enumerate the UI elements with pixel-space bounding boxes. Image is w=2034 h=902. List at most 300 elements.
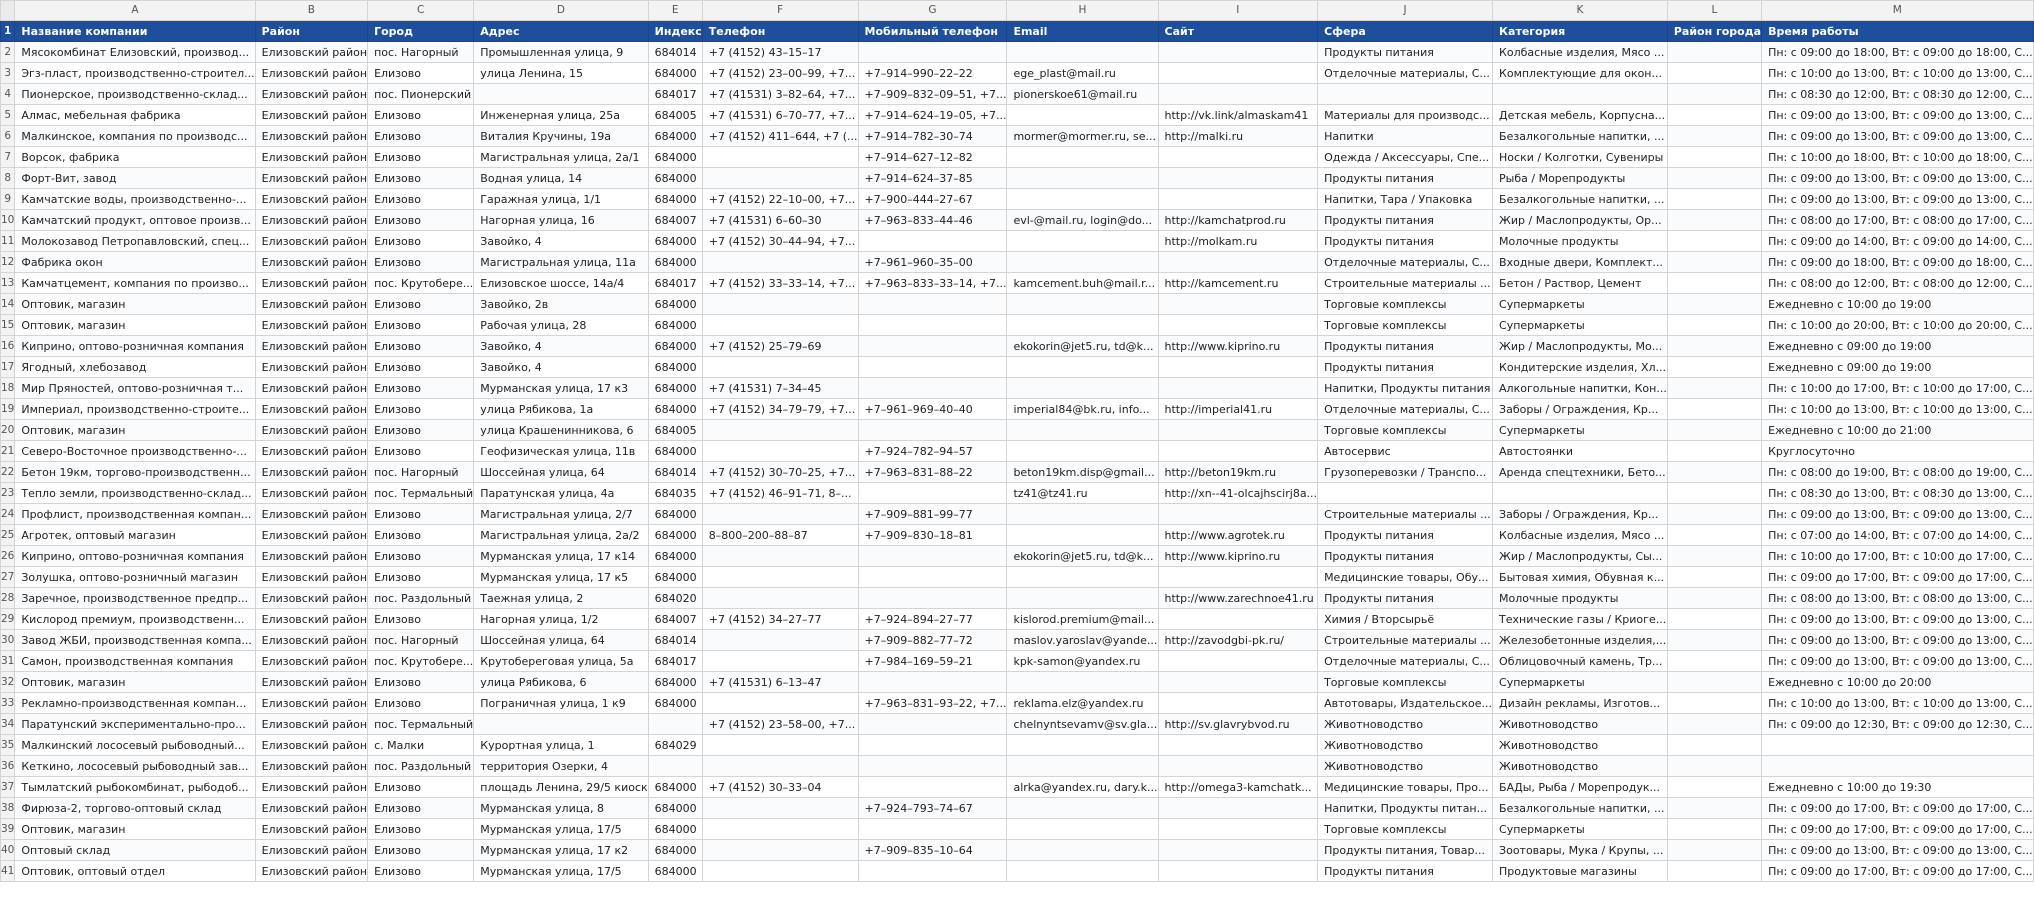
table-cell[interactable] bbox=[1667, 357, 1761, 378]
table-cell[interactable]: Продукты питания, Товар... bbox=[1318, 840, 1493, 861]
table-cell[interactable]: Молочные продукты bbox=[1493, 588, 1668, 609]
table-cell[interactable]: Северо-Восточное производственно-... bbox=[15, 441, 255, 462]
table-cell[interactable]: 684000 bbox=[648, 798, 702, 819]
table-cell[interactable] bbox=[858, 315, 1007, 336]
table-cell[interactable]: Зоотовары, Мука / Крупы, ... bbox=[1493, 840, 1668, 861]
table-cell[interactable]: 684000 bbox=[648, 672, 702, 693]
table-cell[interactable] bbox=[858, 672, 1007, 693]
table-cell[interactable]: Тымлатский рыбокомбинат, рыбодоб... bbox=[15, 777, 255, 798]
table-cell[interactable]: +7 (4152) 34–27–77 bbox=[702, 609, 858, 630]
table-cell[interactable]: +7 (4152) 23–00–99, +7... bbox=[702, 63, 858, 84]
table-cell[interactable]: пос. Раздольный bbox=[368, 756, 474, 777]
table-cell[interactable] bbox=[1667, 609, 1761, 630]
table-cell[interactable]: Шоссейная улица, 64 bbox=[474, 630, 648, 651]
table-cell[interactable] bbox=[1318, 84, 1493, 105]
table-cell[interactable]: Рабочая улица, 28 bbox=[474, 315, 648, 336]
table-cell[interactable] bbox=[858, 714, 1007, 735]
header-cell[interactable]: Название компании bbox=[15, 21, 255, 42]
table-cell[interactable] bbox=[1762, 756, 2034, 777]
table-cell[interactable]: Пограничная улица, 1 к9 bbox=[474, 693, 648, 714]
column-letter-a[interactable]: A bbox=[15, 1, 255, 21]
table-cell[interactable]: Автосервис bbox=[1318, 441, 1493, 462]
table-cell[interactable]: +7–961–969–40–40 bbox=[858, 399, 1007, 420]
table-cell[interactable]: улица Рябикова, 1а bbox=[474, 399, 648, 420]
table-cell[interactable]: БАДы, Рыба / Морепродук... bbox=[1493, 777, 1668, 798]
table-cell[interactable] bbox=[1667, 315, 1761, 336]
table-cell[interactable] bbox=[1493, 84, 1668, 105]
table-cell[interactable]: Животноводство bbox=[1493, 756, 1668, 777]
table-cell[interactable] bbox=[1667, 630, 1761, 651]
table-cell[interactable]: Аренда спецтехники, Бето... bbox=[1493, 462, 1668, 483]
table-cell[interactable]: Фирюза-2, торгово-оптовый склад bbox=[15, 798, 255, 819]
table-cell[interactable] bbox=[1158, 294, 1318, 315]
table-cell[interactable]: beton19km.disp@gmail... bbox=[1007, 462, 1158, 483]
table-cell[interactable] bbox=[1007, 420, 1158, 441]
table-cell[interactable] bbox=[1007, 231, 1158, 252]
table-cell[interactable]: Завойко, 2в bbox=[474, 294, 648, 315]
table-cell[interactable]: Дизайн рекламы, Изготов... bbox=[1493, 693, 1668, 714]
table-cell[interactable] bbox=[1158, 147, 1318, 168]
table-cell[interactable] bbox=[1158, 420, 1318, 441]
table-cell[interactable]: Елизово bbox=[368, 399, 474, 420]
row-number[interactable]: 3 bbox=[1, 63, 15, 84]
row-number[interactable]: 9 bbox=[1, 189, 15, 210]
table-cell[interactable]: Елизовский район bbox=[255, 693, 367, 714]
row-number[interactable]: 30 bbox=[1, 630, 15, 651]
table-cell[interactable] bbox=[648, 756, 702, 777]
table-cell[interactable]: Золушка, оптово-розничный магазин bbox=[15, 567, 255, 588]
table-cell[interactable]: +7–909–832–09–51, +7... bbox=[858, 84, 1007, 105]
table-cell[interactable]: 684005 bbox=[648, 420, 702, 441]
table-cell[interactable] bbox=[1158, 357, 1318, 378]
table-cell[interactable] bbox=[858, 861, 1007, 882]
table-cell[interactable]: +7–963–831–88–22 bbox=[858, 462, 1007, 483]
table-cell[interactable] bbox=[1667, 756, 1761, 777]
table-cell[interactable]: Пн: с 07:00 до 14:00, Вт: с 07:00 до 14:00, С... bbox=[1762, 525, 2034, 546]
table-cell[interactable] bbox=[858, 756, 1007, 777]
table-cell[interactable]: +7–924–793–74–67 bbox=[858, 798, 1007, 819]
table-cell[interactable]: Елизово bbox=[368, 609, 474, 630]
table-cell[interactable]: Елизовский район bbox=[255, 609, 367, 630]
table-cell[interactable]: Елизовский район bbox=[255, 231, 367, 252]
table-cell[interactable]: пос. Раздольный bbox=[368, 588, 474, 609]
table-cell[interactable]: Елизово bbox=[368, 777, 474, 798]
table-cell[interactable]: http://www.kiprino.ru bbox=[1158, 336, 1318, 357]
table-cell[interactable]: пос. Нагорный bbox=[368, 462, 474, 483]
table-cell[interactable] bbox=[1667, 588, 1761, 609]
table-cell[interactable]: 684000 bbox=[648, 189, 702, 210]
table-cell[interactable]: Автотовары, Издательское... bbox=[1318, 693, 1493, 714]
table-cell[interactable]: Супермаркеты bbox=[1493, 672, 1668, 693]
table-cell[interactable]: 684014 bbox=[648, 42, 702, 63]
table-cell[interactable] bbox=[1667, 105, 1761, 126]
table-cell[interactable]: Елизово bbox=[368, 840, 474, 861]
table-cell[interactable]: Напитки, Продукты питания bbox=[1318, 378, 1493, 399]
table-cell[interactable] bbox=[648, 714, 702, 735]
table-cell[interactable]: Елизовский район bbox=[255, 126, 367, 147]
table-cell[interactable]: Елизовский район bbox=[255, 420, 367, 441]
table-cell[interactable] bbox=[858, 42, 1007, 63]
header-cell[interactable]: Сайт bbox=[1158, 21, 1318, 42]
table-cell[interactable] bbox=[474, 714, 648, 735]
column-letter-l[interactable]: L bbox=[1667, 1, 1761, 21]
table-cell[interactable] bbox=[1158, 651, 1318, 672]
table-cell[interactable]: Елизово bbox=[368, 210, 474, 231]
table-cell[interactable]: Оптовик, оптовый отдел bbox=[15, 861, 255, 882]
table-cell[interactable]: 684035 bbox=[648, 483, 702, 504]
table-cell[interactable] bbox=[702, 147, 858, 168]
table-cell[interactable]: 684017 bbox=[648, 651, 702, 672]
row-number[interactable]: 5 bbox=[1, 105, 15, 126]
table-cell[interactable]: 684000 bbox=[648, 126, 702, 147]
table-cell[interactable] bbox=[1158, 504, 1318, 525]
table-cell[interactable]: Колбасные изделия, Мясо ... bbox=[1493, 42, 1668, 63]
table-cell[interactable] bbox=[1007, 357, 1158, 378]
row-number[interactable]: 6 bbox=[1, 126, 15, 147]
table-cell[interactable]: +7–914–782–30–74 bbox=[858, 126, 1007, 147]
table-cell[interactable]: Елизовский район bbox=[255, 273, 367, 294]
table-cell[interactable] bbox=[1007, 294, 1158, 315]
table-cell[interactable]: Елизово bbox=[368, 525, 474, 546]
table-cell[interactable]: Таежная улица, 2 bbox=[474, 588, 648, 609]
table-cell[interactable]: Елизовский район bbox=[255, 714, 367, 735]
table-cell[interactable] bbox=[858, 777, 1007, 798]
table-cell[interactable] bbox=[1158, 567, 1318, 588]
table-cell[interactable]: chelnyntsevamv@sv.gla... bbox=[1007, 714, 1158, 735]
table-cell[interactable]: Елизовский район bbox=[255, 840, 367, 861]
header-cell[interactable]: Город bbox=[368, 21, 474, 42]
table-cell[interactable] bbox=[702, 630, 858, 651]
table-cell[interactable]: 684000 bbox=[648, 840, 702, 861]
table-cell[interactable]: Бетон / Раствор, Цемент bbox=[1493, 273, 1668, 294]
table-cell[interactable]: Строительные материалы ... bbox=[1318, 504, 1493, 525]
table-cell[interactable]: Киприно, оптово-розничная компания bbox=[15, 546, 255, 567]
table-cell[interactable]: пос. Крутоберe... bbox=[368, 273, 474, 294]
table-cell[interactable]: Елизовский район bbox=[255, 378, 367, 399]
table-cell[interactable]: Малкинское, компания по производс... bbox=[15, 126, 255, 147]
table-cell[interactable]: +7–984–169–59–21 bbox=[858, 651, 1007, 672]
table-cell[interactable]: Завойко, 4 bbox=[474, 231, 648, 252]
table-cell[interactable]: 684000 bbox=[648, 168, 702, 189]
table-cell[interactable]: Паратунская улица, 4а bbox=[474, 483, 648, 504]
table-cell[interactable] bbox=[858, 294, 1007, 315]
table-cell[interactable]: Курортная улица, 1 bbox=[474, 735, 648, 756]
table-cell[interactable] bbox=[858, 819, 1007, 840]
table-cell[interactable]: Елизово bbox=[368, 147, 474, 168]
table-cell[interactable]: Продукты питания bbox=[1318, 42, 1493, 63]
table-cell[interactable]: +7–909–882–77–72 bbox=[858, 630, 1007, 651]
column-letter-b[interactable]: B bbox=[255, 1, 367, 21]
table-cell[interactable]: Елизовский район bbox=[255, 819, 367, 840]
table-cell[interactable]: Елизово bbox=[368, 315, 474, 336]
table-cell[interactable]: ege_plast@mail.ru bbox=[1007, 63, 1158, 84]
table-cell[interactable]: http://imperial41.ru bbox=[1158, 399, 1318, 420]
table-cell[interactable]: Заречное, производственное предпр... bbox=[15, 588, 255, 609]
table-cell[interactable]: пос. Термальный bbox=[368, 714, 474, 735]
table-cell[interactable]: Химия / Вторсырьё bbox=[1318, 609, 1493, 630]
table-cell[interactable] bbox=[858, 483, 1007, 504]
table-cell[interactable]: +7–914–624–19–05, +7... bbox=[858, 105, 1007, 126]
table-cell[interactable]: Рыба / Морепродукты bbox=[1493, 168, 1668, 189]
table-cell[interactable] bbox=[1158, 378, 1318, 399]
row-number[interactable]: 35 bbox=[1, 735, 15, 756]
table-cell[interactable]: Пн: с 09:00 до 13:00, Вт: с 09:00 до 13:00, С... bbox=[1762, 105, 2034, 126]
table-cell[interactable]: Ежедневно с 09:00 до 19:00 bbox=[1762, 336, 2034, 357]
table-cell[interactable]: Камчатские воды, производственно-... bbox=[15, 189, 255, 210]
table-cell[interactable] bbox=[1158, 609, 1318, 630]
table-cell[interactable]: http://malki.ru bbox=[1158, 126, 1318, 147]
table-cell[interactable]: Алмас, мебельная фабрика bbox=[15, 105, 255, 126]
table-cell[interactable]: Елизово bbox=[368, 567, 474, 588]
table-cell[interactable]: Молочные продукты bbox=[1493, 231, 1668, 252]
table-cell[interactable]: Пн: с 10:00 до 13:00, Вт: с 10:00 до 13:00, С... bbox=[1762, 63, 2034, 84]
table-cell[interactable]: http://beton19km.ru bbox=[1158, 462, 1318, 483]
table-cell[interactable]: http://kamchatprod.ru bbox=[1158, 210, 1318, 231]
table-cell[interactable] bbox=[1007, 168, 1158, 189]
table-cell[interactable]: Елизовский район bbox=[255, 861, 367, 882]
table-cell[interactable] bbox=[1667, 777, 1761, 798]
table-cell[interactable]: Животноводство bbox=[1493, 714, 1668, 735]
table-cell[interactable]: +7 (4152) 30–44–94, +7... bbox=[702, 231, 858, 252]
table-cell[interactable]: Супермаркеты bbox=[1493, 819, 1668, 840]
table-cell[interactable]: Строительные материалы ... bbox=[1318, 630, 1493, 651]
table-cell[interactable]: Пн: с 08:00 до 13:00, Вт: с 08:00 до 13:00, С... bbox=[1762, 588, 2034, 609]
table-cell[interactable] bbox=[1667, 546, 1761, 567]
table-cell[interactable]: Киприно, оптово-розничная компания bbox=[15, 336, 255, 357]
table-cell[interactable]: 684000 bbox=[648, 546, 702, 567]
column-letter-f[interactable]: F bbox=[702, 1, 858, 21]
table-cell[interactable]: http://kamcement.ru bbox=[1158, 273, 1318, 294]
row-number[interactable]: 12 bbox=[1, 252, 15, 273]
table-cell[interactable]: Пн: с 08:00 до 19:00, Вт: с 08:00 до 19:00, С... bbox=[1762, 462, 2034, 483]
table-cell[interactable]: Пионерское, производственно-склад... bbox=[15, 84, 255, 105]
table-cell[interactable] bbox=[702, 441, 858, 462]
table-cell[interactable]: Тепло земли, производственно-склад... bbox=[15, 483, 255, 504]
table-cell[interactable] bbox=[1007, 525, 1158, 546]
table-cell[interactable]: Пн: с 09:00 до 13:00, Вт: с 09:00 до 13:00, С... bbox=[1762, 168, 2034, 189]
table-cell[interactable] bbox=[1158, 693, 1318, 714]
table-cell[interactable]: Торговые комплексы bbox=[1318, 420, 1493, 441]
table-cell[interactable] bbox=[1158, 798, 1318, 819]
table-cell[interactable]: +7–900–444–27–67 bbox=[858, 189, 1007, 210]
table-cell[interactable]: http://zavodgbi-pk.ru/ bbox=[1158, 630, 1318, 651]
table-cell[interactable]: Елизовский район bbox=[255, 63, 367, 84]
table-cell[interactable]: Оптовик, магазин bbox=[15, 315, 255, 336]
row-number[interactable]: 36 bbox=[1, 756, 15, 777]
row-number[interactable]: 38 bbox=[1, 798, 15, 819]
row-number[interactable]: 26 bbox=[1, 546, 15, 567]
table-cell[interactable] bbox=[1007, 819, 1158, 840]
table-cell[interactable]: пос. Термальный bbox=[368, 483, 474, 504]
table-cell[interactable] bbox=[1318, 483, 1493, 504]
table-cell[interactable]: 684020 bbox=[648, 588, 702, 609]
table-cell[interactable]: Елизовский район bbox=[255, 336, 367, 357]
table-cell[interactable]: Пн: с 09:00 до 14:00, Вт: с 09:00 до 14:00, С... bbox=[1762, 231, 2034, 252]
table-cell[interactable]: Ворсок, фабрика bbox=[15, 147, 255, 168]
table-cell[interactable]: Супермаркеты bbox=[1493, 420, 1668, 441]
table-cell[interactable]: +7 (41531) 6–60–30 bbox=[702, 210, 858, 231]
table-cell[interactable]: +7–914–627–12–82 bbox=[858, 147, 1007, 168]
table-cell[interactable] bbox=[1667, 147, 1761, 168]
table-cell[interactable]: +7 (4152) 23–58–00, +7... bbox=[702, 714, 858, 735]
table-cell[interactable] bbox=[1158, 315, 1318, 336]
table-cell[interactable]: Елизово bbox=[368, 252, 474, 273]
table-cell[interactable]: Продукты питания bbox=[1318, 231, 1493, 252]
column-letter-c[interactable]: C bbox=[368, 1, 474, 21]
table-cell[interactable]: Входные двери, Комплект... bbox=[1493, 252, 1668, 273]
table-cell[interactable] bbox=[1667, 861, 1761, 882]
table-cell[interactable] bbox=[1667, 63, 1761, 84]
table-cell[interactable] bbox=[702, 315, 858, 336]
table-cell[interactable]: Мурманская улица, 17/5 bbox=[474, 819, 648, 840]
header-cell[interactable]: Мобильный телефон bbox=[858, 21, 1007, 42]
header-cell[interactable]: Район bbox=[255, 21, 367, 42]
table-cell[interactable]: 684000 bbox=[648, 378, 702, 399]
table-cell[interactable]: Елизово bbox=[368, 63, 474, 84]
table-cell[interactable]: Супермаркеты bbox=[1493, 315, 1668, 336]
row-number[interactable]: 1 bbox=[1, 21, 15, 42]
table-cell[interactable] bbox=[1007, 840, 1158, 861]
row-number[interactable]: 28 bbox=[1, 588, 15, 609]
table-cell[interactable]: Елизовский район bbox=[255, 357, 367, 378]
table-cell[interactable]: Жир / Маслопродукты, Мо... bbox=[1493, 336, 1668, 357]
table-cell[interactable]: Мурманская улица, 17 к2 bbox=[474, 840, 648, 861]
table-cell[interactable]: Пн: с 09:00 до 13:00, Вт: с 09:00 до 13:00, С... bbox=[1762, 630, 2034, 651]
table-cell[interactable]: 684014 bbox=[648, 462, 702, 483]
table-cell[interactable]: Форт-Вит, завод bbox=[15, 168, 255, 189]
table-cell[interactable]: Елизовский район bbox=[255, 630, 367, 651]
table-cell[interactable] bbox=[1667, 168, 1761, 189]
table-cell[interactable] bbox=[702, 546, 858, 567]
table-cell[interactable]: Жир / Маслопродукты, Сы... bbox=[1493, 546, 1668, 567]
table-cell[interactable]: с. Малки bbox=[368, 735, 474, 756]
table-cell[interactable]: Пн: с 09:00 до 13:00, Вт: с 09:00 до 13:00, С... bbox=[1762, 651, 2034, 672]
table-cell[interactable]: Елизовский район bbox=[255, 189, 367, 210]
row-number[interactable]: 18 bbox=[1, 378, 15, 399]
table-cell[interactable]: Елизовский район bbox=[255, 798, 367, 819]
table-cell[interactable]: Облицовочный камень, Тр... bbox=[1493, 651, 1668, 672]
table-cell[interactable]: +7 (4152) 30–70–25, +7... bbox=[702, 462, 858, 483]
header-cell[interactable]: Категория bbox=[1493, 21, 1668, 42]
table-cell[interactable]: Отделочные материалы, С... bbox=[1318, 651, 1493, 672]
table-cell[interactable] bbox=[1667, 399, 1761, 420]
table-cell[interactable]: 684000 bbox=[648, 567, 702, 588]
table-cell[interactable]: Детская мебель, Корпусна... bbox=[1493, 105, 1668, 126]
table-cell[interactable]: Елизовский район bbox=[255, 42, 367, 63]
table-cell[interactable] bbox=[1007, 441, 1158, 462]
table-cell[interactable] bbox=[1007, 588, 1158, 609]
table-cell[interactable]: Елизово bbox=[368, 357, 474, 378]
row-number[interactable]: 8 bbox=[1, 168, 15, 189]
table-cell[interactable]: Безалкогольные напитки, ... bbox=[1493, 189, 1668, 210]
table-cell[interactable]: Елизовский район bbox=[255, 315, 367, 336]
table-cell[interactable] bbox=[1007, 252, 1158, 273]
table-cell[interactable] bbox=[474, 84, 648, 105]
row-number[interactable]: 34 bbox=[1, 714, 15, 735]
table-cell[interactable]: Пн: с 10:00 до 17:00, Вт: с 10:00 до 17:00, С... bbox=[1762, 378, 2034, 399]
table-cell[interactable] bbox=[1007, 672, 1158, 693]
table-cell[interactable]: Бытовая химия, Обувная к... bbox=[1493, 567, 1668, 588]
table-cell[interactable]: Елизово bbox=[368, 819, 474, 840]
table-cell[interactable] bbox=[702, 357, 858, 378]
table-cell[interactable] bbox=[1667, 42, 1761, 63]
table-cell[interactable]: Елизовский район bbox=[255, 252, 367, 273]
table-cell[interactable] bbox=[1007, 42, 1158, 63]
table-cell[interactable]: Грузоперевозки / Транспо... bbox=[1318, 462, 1493, 483]
table-cell[interactable]: Алкогольные напитки, Кон... bbox=[1493, 378, 1668, 399]
table-cell[interactable] bbox=[1667, 735, 1761, 756]
table-cell[interactable]: Безалкогольные напитки, ... bbox=[1493, 798, 1668, 819]
table-cell[interactable]: Продукты питания bbox=[1318, 861, 1493, 882]
table-cell[interactable]: Супермаркеты bbox=[1493, 294, 1668, 315]
table-cell[interactable]: пос. Нагорный bbox=[368, 42, 474, 63]
table-cell[interactable]: 684007 bbox=[648, 609, 702, 630]
table-cell[interactable]: Профлист, производственная компан... bbox=[15, 504, 255, 525]
table-cell[interactable] bbox=[1158, 819, 1318, 840]
table-cell[interactable]: Отделочные материалы, С... bbox=[1318, 399, 1493, 420]
table-cell[interactable]: 684000 bbox=[648, 525, 702, 546]
table-cell[interactable]: Торговые комплексы bbox=[1318, 819, 1493, 840]
table-cell[interactable]: +7–961–960–35–00 bbox=[858, 252, 1007, 273]
row-number[interactable]: 39 bbox=[1, 819, 15, 840]
row-number[interactable]: 14 bbox=[1, 294, 15, 315]
table-cell[interactable]: Жир / Маслопродукты, Ор... bbox=[1493, 210, 1668, 231]
table-cell[interactable]: пос. Пионерский bbox=[368, 84, 474, 105]
header-cell[interactable]: Телефон bbox=[702, 21, 858, 42]
table-cell[interactable] bbox=[1007, 735, 1158, 756]
table-cell[interactable] bbox=[702, 735, 858, 756]
table-cell[interactable]: Елизовский район bbox=[255, 588, 367, 609]
table-cell[interactable]: 684005 bbox=[648, 105, 702, 126]
table-cell[interactable]: Мурманская улица, 17 к14 bbox=[474, 546, 648, 567]
table-cell[interactable]: http://molkam.ru bbox=[1158, 231, 1318, 252]
table-cell[interactable]: Магистральная улица, 2а/1 bbox=[474, 147, 648, 168]
row-number[interactable]: 15 bbox=[1, 315, 15, 336]
table-cell[interactable] bbox=[1667, 504, 1761, 525]
table-cell[interactable]: Медицинские товары, Обу... bbox=[1318, 567, 1493, 588]
table-cell[interactable]: Империал, производственно-строите... bbox=[15, 399, 255, 420]
row-number[interactable]: 41 bbox=[1, 861, 15, 882]
table-cell[interactable] bbox=[702, 294, 858, 315]
table-cell[interactable]: Строительные материалы ... bbox=[1318, 273, 1493, 294]
table-cell[interactable]: 684000 bbox=[648, 252, 702, 273]
table-cell[interactable]: Пн: с 10:00 до 13:00, Вт: с 10:00 до 13:00, С... bbox=[1762, 693, 2034, 714]
table-cell[interactable]: http://omega3-kamchatk... bbox=[1158, 777, 1318, 798]
column-letter-m[interactable]: M bbox=[1762, 1, 2034, 21]
table-cell[interactable]: Елизово bbox=[368, 420, 474, 441]
table-cell[interactable]: Елизово bbox=[368, 504, 474, 525]
table-cell[interactable]: ekokorin@jet5.ru, td@k... bbox=[1007, 336, 1158, 357]
table-cell[interactable]: http://www.agrotek.ru bbox=[1158, 525, 1318, 546]
table-cell[interactable] bbox=[858, 378, 1007, 399]
table-cell[interactable]: Оптовик, магазин bbox=[15, 819, 255, 840]
table-cell[interactable]: +7–914–990–22–22 bbox=[858, 63, 1007, 84]
table-cell[interactable] bbox=[1667, 462, 1761, 483]
table-cell[interactable]: +7 (4152) 33–33–14, +7... bbox=[702, 273, 858, 294]
table-cell[interactable] bbox=[1667, 420, 1761, 441]
table-cell[interactable]: +7 (4152) 34–79–79, +7... bbox=[702, 399, 858, 420]
table-cell[interactable]: Пн: с 09:00 до 17:00, Вт: с 09:00 до 17:00, С... bbox=[1762, 798, 2034, 819]
row-number[interactable]: 22 bbox=[1, 462, 15, 483]
header-cell[interactable]: Email bbox=[1007, 21, 1158, 42]
table-cell[interactable]: kislorod.premium@mail... bbox=[1007, 609, 1158, 630]
table-cell[interactable] bbox=[1158, 189, 1318, 210]
table-cell[interactable]: Пн: с 09:00 до 13:00, Вт: с 09:00 до 13:00, С... bbox=[1762, 189, 2034, 210]
table-cell[interactable] bbox=[1158, 735, 1318, 756]
table-cell[interactable]: Мясокомбинат Елизовский, производ... bbox=[15, 42, 255, 63]
table-cell[interactable]: 684000 bbox=[648, 336, 702, 357]
table-cell[interactable] bbox=[702, 567, 858, 588]
